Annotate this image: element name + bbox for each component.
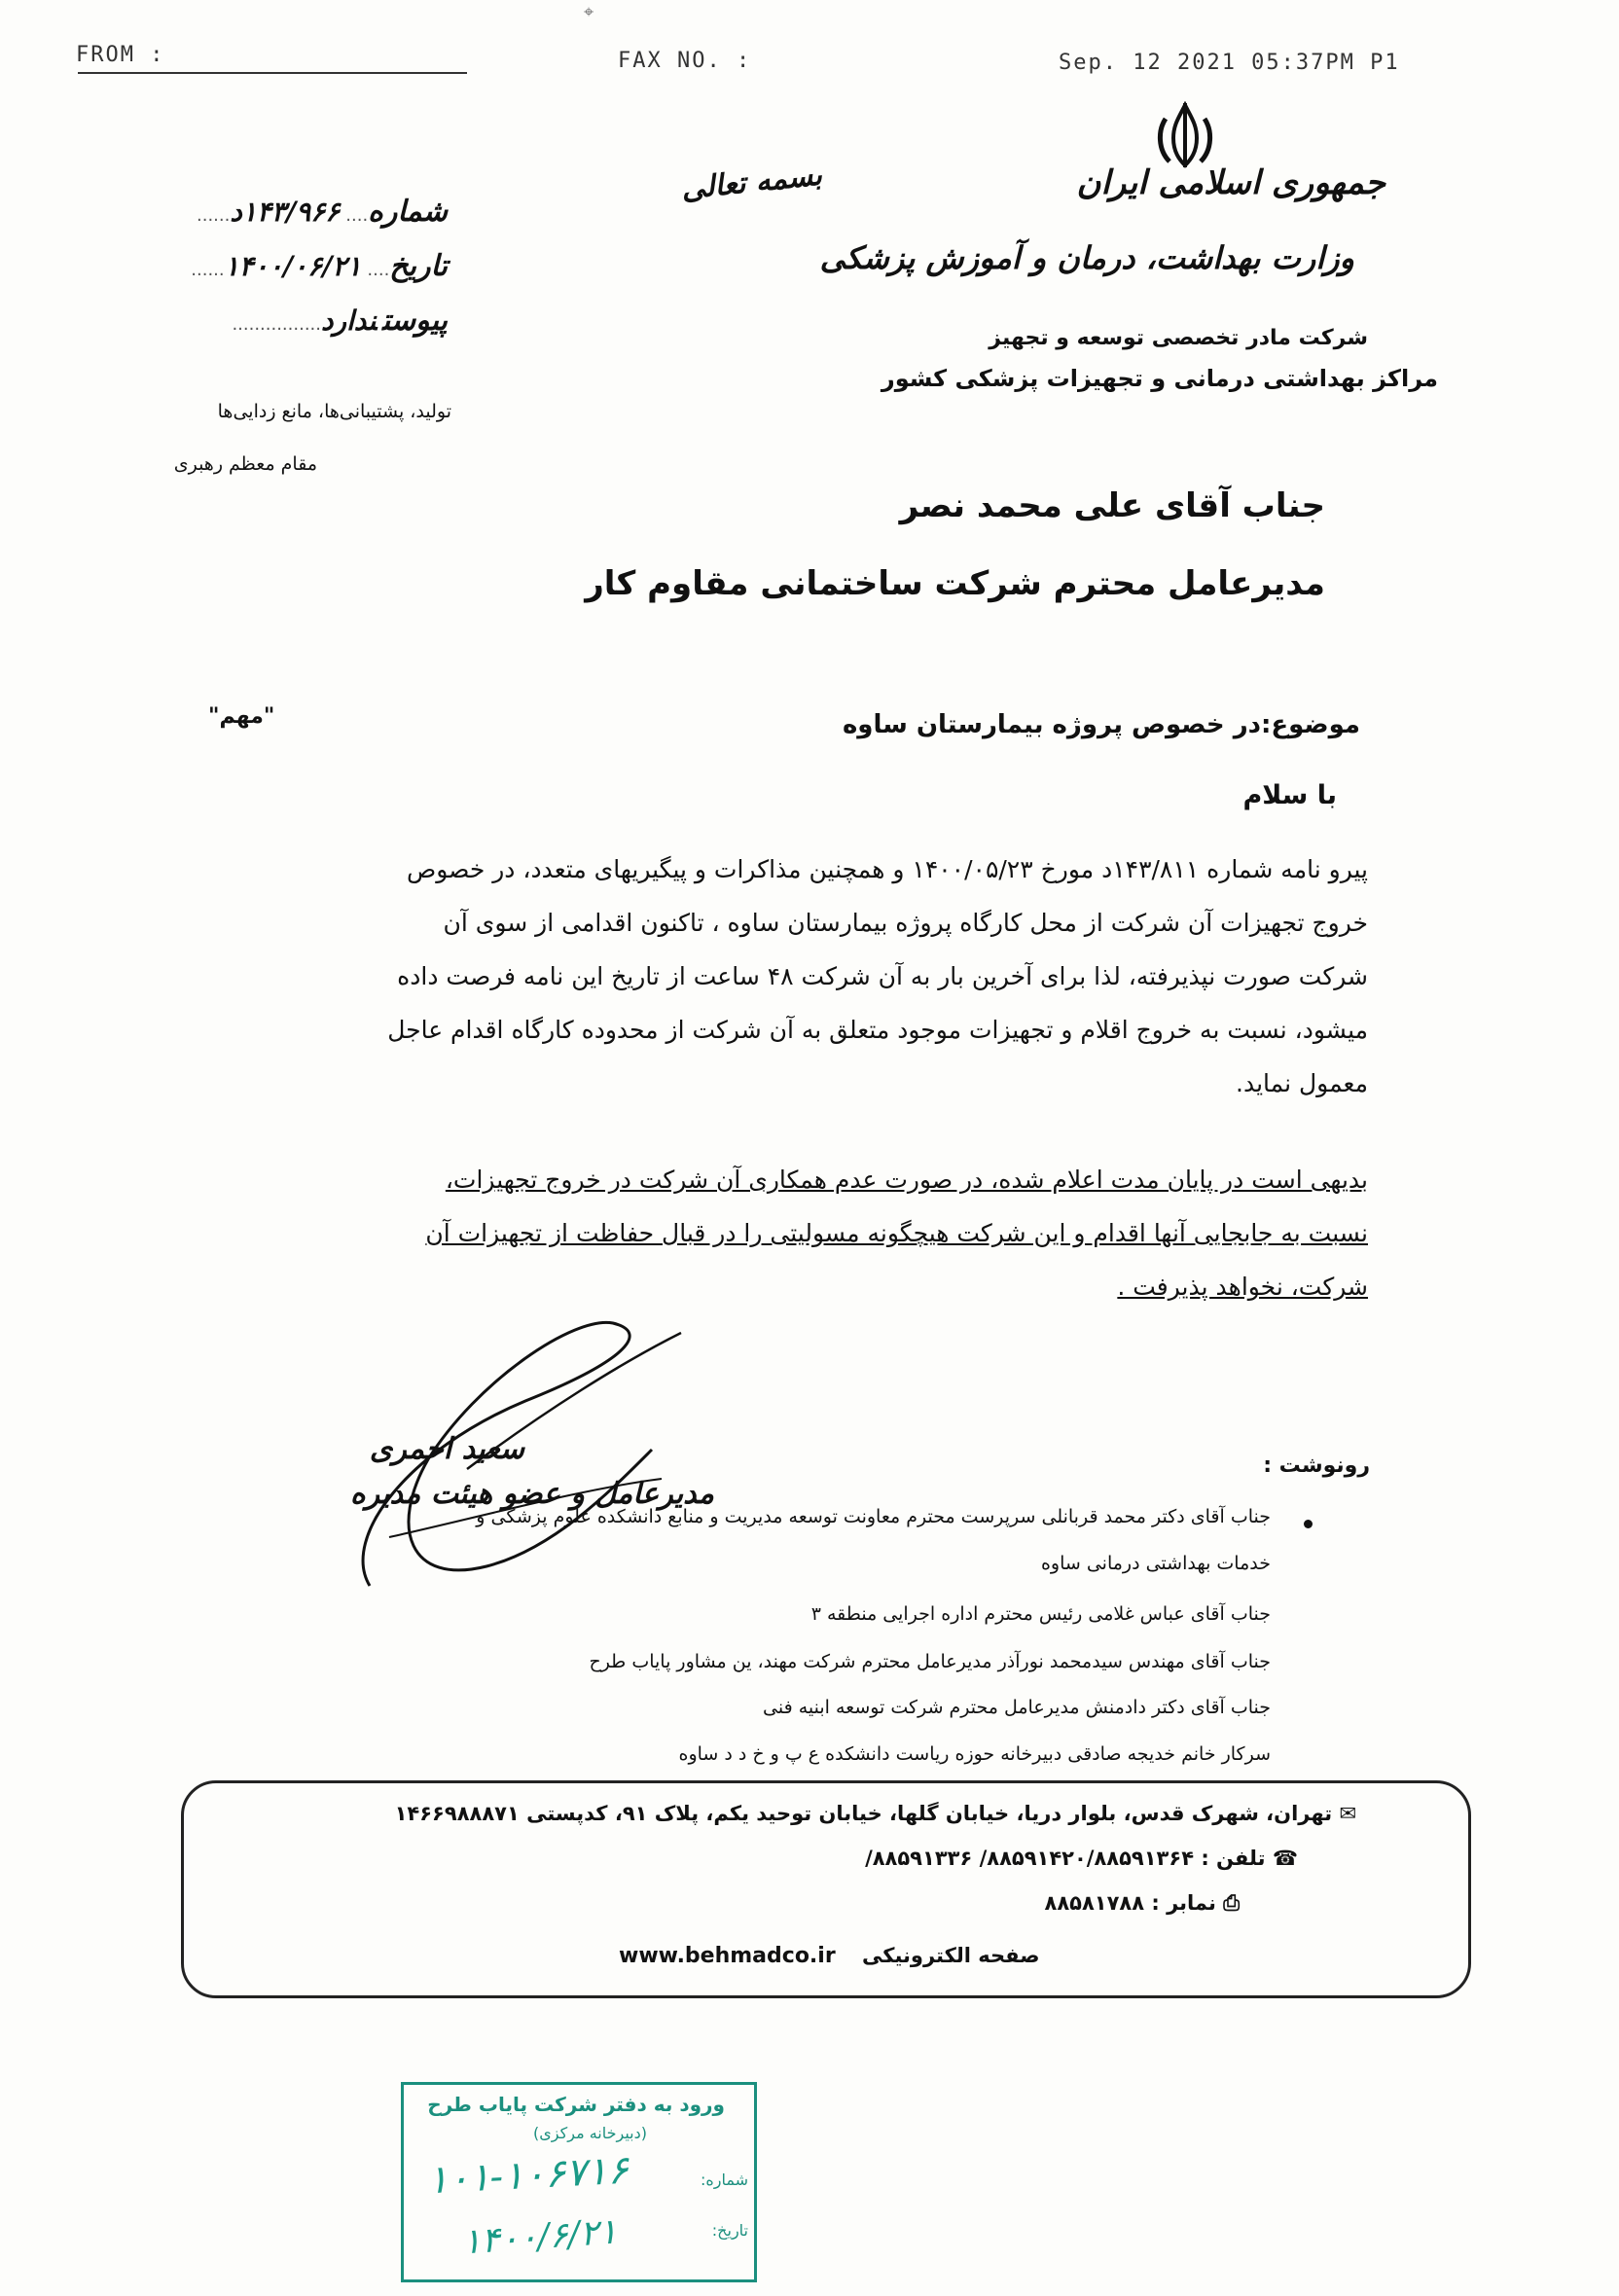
phone-icon: ☎ xyxy=(1272,1847,1298,1870)
ministry-title: وزارت بهداشت، درمان و آموزش پزشکی xyxy=(819,239,1354,276)
footer-website-link[interactable]: www.behmadco.ir xyxy=(619,1944,836,1968)
basmala: بسمه تعالی xyxy=(679,158,824,207)
footer-address xyxy=(395,1802,1356,1825)
copy-recipient: خدمات بهداشتی درمانی ساوه xyxy=(1040,1553,1271,1574)
copy-recipient: سرکار خانم خدیجه صادقی دبیرخانه حوزه ریاست دانشکده ع پ و خ د د ساوه xyxy=(678,1743,1271,1765)
ref-number-label: شماره xyxy=(368,195,448,229)
stamp-date-label: تاریخ: xyxy=(711,2221,748,2240)
ref-date-label: تاریخ xyxy=(389,249,448,283)
addressee-title: مدیرعامل محترم شرکت ساختمانی مقاوم کار xyxy=(585,564,1325,603)
stamp-subtitle: (دبیرخانه مرکزی) xyxy=(533,2124,647,2142)
copy-recipient: جناب آقای دکتر دادمنش مدیرعامل محترم شرکت توسعه ابنیه فنی xyxy=(763,1697,1271,1718)
stamp-date-value: ۱۴۰۰/۶/۲۱ xyxy=(460,2211,619,2263)
copies-label: رونوشت : xyxy=(1263,1453,1370,1478)
footer-address-text: تهران، شهرک قدس، بلوار دریا، خیابان گلها، خیابان توحید یکم، پلاک ۹۱، کدپستی ۱۴۶۶۹۸۸۸۷۱ xyxy=(394,1802,1333,1825)
urgent-mark: "مهم" xyxy=(208,704,275,729)
footer-phone-text: تلفن : ۸۸۵۹۱۴۲۰/۸۸۵۹۱۳۶۴/ ۸۸۵۹۱۳۳۶/ xyxy=(865,1847,1266,1870)
letter-greeting: با سلام xyxy=(1242,780,1337,810)
bullet-icon xyxy=(1304,1520,1313,1528)
fax-from-line xyxy=(78,72,467,74)
signer-name: سعید احمری xyxy=(369,1432,524,1466)
footer-phone xyxy=(865,1847,1298,1870)
copy-recipient: جناب آقای دکتر محمد قربانلی سرپرست محترم معاونت توسعه مدیریت و منابع دانشکده علوم پزشکی و xyxy=(476,1506,1271,1527)
letter-body-paragraph-2: بدیهی است در پایان مدت اعلام شده، در صورت عدم همکاری آن شرکت در خروج تجهیزات، نسبت به جابجایی آنها اقدام و این شرکت هیچگونه مسولیتی را در قبال حفاظت از تجهیزات آن شرکت، نخواهد پذیرفت . xyxy=(425,1166,1368,1301)
signer-title: مدیرعامل و عضو هیئت مدیره xyxy=(349,1477,714,1511)
ref-attachment-label: پیوست xyxy=(381,304,448,338)
ref-number-value: ۱۴۳/۹۶۶د xyxy=(230,196,341,228)
scan-mark-icon: ⌖ xyxy=(584,2,594,22)
stamp-number-value: ۱۰۱-۱۰۶۷۱۶ xyxy=(425,2147,630,2204)
received-stamp xyxy=(401,2082,757,2282)
envelope-icon: ✉ xyxy=(1339,1802,1356,1825)
fax-from-label: FROM : xyxy=(76,43,165,67)
ref-attachment-row: پیوستندارد................ xyxy=(232,304,448,338)
letter-subject: موضوع:در خصوص پروژه بیمارستان ساوه xyxy=(842,710,1360,739)
footer-fax-text: نمابر : ۸۸۵۸۱۷۸۸ xyxy=(1044,1891,1216,1915)
fax-icon: ⎙ xyxy=(1223,1891,1240,1915)
stamp-title: ورود به دفتر شرکت پایاب طرح xyxy=(427,2093,725,2116)
republic-title: جمهوری اسلامی ایران xyxy=(1076,163,1385,202)
ref-date-row: تاریخ....۱۴۰۰/۰۶/۲۱...... xyxy=(191,249,448,283)
company-line-1: شرکت مادر تخصصی توسعه و تجهیز xyxy=(989,326,1368,350)
iran-emblem-icon xyxy=(1154,101,1216,169)
addressee-name: جناب آقای علی محمد نصر xyxy=(899,486,1325,525)
slogan-line-1: تولید، پشتیبانی‌ها، مانع زدایی‌ها xyxy=(217,401,451,422)
fax-datetime: Sep. 12 2021 05:37PM P1 xyxy=(1059,51,1400,75)
ref-attachment-value: ندارد xyxy=(320,305,377,337)
ref-date-value: ۱۴۰۰/۰۶/۲۱ xyxy=(224,250,362,282)
copy-recipient: جناب آقای مهندس سیدمحمد نورآذر مدیرعامل محترم شرکت مهند، ین مشاور پایاب طرح xyxy=(589,1651,1271,1672)
stamp-number-label: شماره: xyxy=(700,2170,748,2189)
ref-number-row: شماره....۱۴۳/۹۶۶د...... xyxy=(197,195,448,229)
copy-recipient: جناب آقای عباس غلامی رئیس محترم اداره اجرایی منطقه ۳ xyxy=(810,1603,1271,1625)
footer-website-label: صفحه الکترونیکی xyxy=(862,1944,1040,1967)
slogan-line-2: مقام معظم رهبری xyxy=(173,453,317,475)
company-line-2: مراکز بهداشتی درمانی و تجهیزات پزشکی کشور xyxy=(881,365,1438,392)
footer-fax xyxy=(1045,1891,1241,1916)
letter-body-paragraph-1: پیرو نامه شماره ۱۴۳/۸۱۱د مورخ ۱۴۰۰/۰۵/۲۳ و همچنین مذاکرات و پیگیریهای متعدد، در خصوص خروج تجهیزات آن شرکت از محل کارگاه پروژه بیمارستان ساوه ، تاکنون اقدامی از سوی آن شرکت صورت نپذیرفته، لذا برای آخرین بار به آن شرکت ۴۸ ساعت از تاریخ این نامه فرصت داده میشود، نسبت به خروج اقلام و تجهیزات موجود متعلق به آن شرکت از محدوده کارگاه اقدام عاجل معمول نماید. xyxy=(387,855,1368,1097)
fax-number-label: FAX NO. : xyxy=(618,49,752,73)
